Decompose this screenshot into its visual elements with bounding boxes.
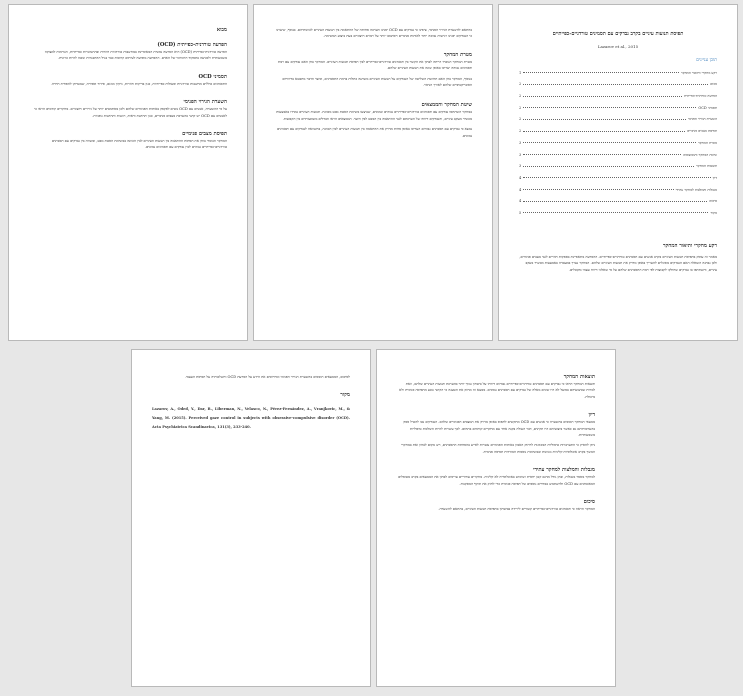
toc-entry-page: 2 [519,117,522,122]
toc-entry-page: 4 [519,187,522,192]
page-3-content [519,31,717,273]
heading-summary: סיכום [583,499,595,506]
toc-leader-dots [523,166,694,167]
toc-entry-label: דיון [712,175,717,180]
toc-entry-label: הפרעה טורדנית-כפייתית [683,94,717,99]
toc-entry[interactable] [519,180,717,192]
toc-leader-dots [523,96,682,97]
paragraph: התסמינים כוללים מחשבות טורדניות ופעולות כפייתיות, כגון בדיקות חוזרות, ניקיון מוגזם, סידור וספירה, שמטרתן להפחית חרדה. [50,81,227,86]
toc-leader-dots [523,201,707,202]
paragraph: מאמר זה עוסק בתפיסת תנועות העיניים בקרב אנשים עם תסמינים טורדניים-כפייתיים. ההפרעה מתאפיינת בספקות חוזרים לגבי מצבים פנימיים, ולכן נבחנה השאלה האם הנבדקים מסוגלים להעריך באופן מדויק את תנועות העיניים שלהם. המחקר נערך במעבדה באמצעות מכשיר מעקב עיניים, והשתתפו בו נבדקים שחולקו לקבוצות לפי רמת התסמינים שלהם על פי שאלוני דיווח עצמי מקובלים. [519,254,717,272]
paragraph: במחקר השתתפו נבדקים עם תסמינים טורדניים-כפייתיים גבוהים ונמוכים, שביצעו משימת הסטת מבט מכוונת. תנועות העיניים נמדדו באמצעות מכשיר מעקב עיניים, והנבדקים דיווחו על הערכתם לגבי ההתאמה בין המבט לבין היעד. הממצאים הראו הבדלים משמעותיים בין הקבוצות. [276,110,472,121]
toc-entry-label: תוצאות המחקר [696,164,717,169]
paragraph: ניתן להסיק כי התערבויות טיפוליות המכוונות לחיזוק האמון באותות הפנימיים עשויות לסייע בהפחתת התסמינים, ויש מקום לבחון זאת במחקרי המשך בקרב אוכלוסיות קליניות מגוונות ובמשימות נוספות המודדות תפיסה פנימית. [400,443,595,454]
paragraph: המחקר הראה כי תסמינים טורדניים-כפייתיים קשורים לירידה בביטחון בתפיסת תנועות העיניים, בהתאם להשערה. [438,507,595,512]
heading-hypothesis: השערת הגירוי הפנימי [183,99,227,106]
paragraph: ממצאי המחקר תומכים בהשערה כי אנשים עם OCD מתקשים לתפוס באופן מדויק את המצבים הפנימיים שלהם. הנבדקים נטו להטיל ספק בהערכותיהם גם כאשר ביצועיהם היו תקינים, דבר העולה בקנה אחד עם מחקרים קודמים בתחום. לכך עשויות להיות השלכות טיפוליות משמעותיות. [403,420,595,438]
toc-leader-dots [523,154,681,155]
heading-source: מקור [340,392,350,399]
toc-entry-page: 2 [519,82,522,87]
toc-entry-label: מבוא [710,82,717,87]
toc-entry-label: רקע מחקרי ותיאור המחקר [681,70,717,75]
toc-leader-dots [523,119,686,120]
toc-entry-label: תפיסת מצבים פנימיים [687,129,717,134]
toc-entry[interactable] [519,86,717,98]
paragraph: המחקר הנוכחי בוחן את תפיסת ההתאמה בין תנועות העיניים לבין הכוונה במשימת הסטת מבט, ומשווה בין נבדקים עם תסמינים טורדניים-כפייתיים גבוהים לבין נבדקים עם תסמינים נמוכים. [51,139,227,150]
toc-entry-page: 2 [519,94,522,99]
table-of-contents [519,63,717,215]
paragraph: נמצא כי נבדקים עם תסמינים גבוהים העריכו באופן פחות מדויק את ההתאמה בין תנועות העיניים לבין הכוונה, בהשוואה לנבדקים עם תסמינים נמוכים. [277,127,472,138]
paragraph: למחקר מספר מגבלות, ובהן גודל מדגם קטן יחסית ושימוש באוכלוסייה לא קלינית. מחקרים עתידיים צריכים לבחון את הממצאים בקרב מטופלים המאובחנים עם OCD ולהשתמש במדדים נוספים של תפיסה פנימית כדי לחזק את תוקף המסקנות. [398,475,595,486]
toc-entry[interactable] [519,98,717,110]
heading-background: רקע מחקרי ותיאור המחקר [662,242,717,249]
heading-ocd: הפרעה טורדנית-כפייתית (OCD) [157,42,227,48]
paragraph: בהתאם להשערת הגירוי הפנימי, ציפינו כי נבדקים עם OCD יפגינו הערכה פחותה של ההתאמה בין תנועות העיניים לכוונותיהם. בנוסף, שיערנו כי הנבדקים יפגינו רגישות נמוכה יותר לאותות פנימיים ויסתמכו יותר על רמזים חיצוניים בעת ביצוע המשימה. [276,28,472,39]
toc-entry-label: מטרת המחקר [698,140,717,145]
toc-entry-page: 3 [519,164,522,169]
paragraph: מטרת המחקר הנוכחי הייתה לבחון את הקשר בין תסמינים טורדניים-כפייתיים לבין תפיסת תנועות העיניים. המחקר בחן האם נבדקים עם רמת תסמינים גבוהה יעריכו באופן שונה את תנועות העיניים שלהם. [277,59,472,71]
toc-entry-page: 4 [519,175,522,180]
toc-entry-page: 4 [519,199,522,204]
page-1 [8,4,248,341]
toc-entry-page: 5 [519,210,522,215]
toc-entry-label: מקור [710,210,717,215]
toc-entry[interactable] [519,63,717,75]
toc-leader-dots [523,142,696,143]
heading-method-findings: שיטת המחקר והממצאים [421,102,472,109]
toc-entry[interactable] [519,168,717,180]
heading-results: תוצאות המחקר [563,374,595,380]
toc-entry-label: סיכום [709,199,717,204]
toc-entry-page: 2 [519,129,522,134]
heading-research-goal: מטרת המחקר [443,51,472,58]
toc-entry-label: מגבלות והמלצות למחקר עתידי [675,187,717,192]
paragraph: לסיכום, הממצאים תומכים בהשערת הגירוי הפנימי ומרחיבים את הידע על הפרעת OCD והשלכותיה על תפיסת העצמי. [184,375,350,379]
page-2-content [274,27,472,139]
toc-entry-label: שיטת המחקר והממצאים [683,152,717,157]
heading-discussion: דיון [588,412,595,419]
paragraph: הפרעה טורדנית-כפייתית (OCD) היא הפרעה נפשית המאופיינת במחשבות טורדניות חוזרות ובהתנהגויות כפייתיות, הגורמות למצוקה משמעותית ולפגיעה בתפקוד היומיומי של האדם. ההפרעה מופיעה לעיתים קרובות כבר בגיל ההתבגרות ונוטה להיות כרונית. [44,50,227,61]
page-4 [131,349,371,687]
toc-entry-label: תסמיני OCD [698,105,717,110]
heading-limitations: מגבלות והמלצות למחקר עתידי [533,467,595,474]
toc-entry-page: 2 [519,105,522,110]
heading-intro: מבוא [216,27,227,33]
page-3 [498,4,738,341]
toc-entry[interactable] [519,157,717,169]
toc-entry-page: 3 [519,140,522,145]
toc-entry-page: 1 [519,70,522,75]
heading-internal-states: תפיסת מצבים פנימיים [182,131,227,138]
document-title: תפיסת תנועות עיניים בקרב נבדקים עם תסמינים טורדניים-כפייתיים [552,31,684,37]
page-2 [253,4,493,341]
toc-leader-dots [523,189,673,190]
toc-leader-dots [523,177,710,178]
toc-entry[interactable] [519,133,717,145]
toc-entry[interactable] [519,110,717,122]
reference-entry: Lazarov, A., Oded, Y., Dar, R., Liberman, N., Velasco, N., Pérez-Fernández, A., Vranjkovic, M., & Yang, M. (2015). Perceived gaze control in subjects with obsessive-compulsive disorder (OCD). Acta Psychiatrica Scandinavica, 131(3), 233-240. [152,407,350,430]
toc-entry[interactable] [519,145,717,157]
toc-entry[interactable] [519,192,717,204]
toc-entry-page: 3 [519,152,522,157]
toc-leader-dots [523,107,696,108]
toc-entry-label: השערת הגירוי הפנימי [687,117,717,122]
heading-symptoms: תסמיני OCD [198,73,227,80]
paragraph: תוצאות המחקר הראו כי נבדקים עם תסמינים טורדניים-כפייתיים גבוהים דיווחו על ביטחון נמוך יותר בהערכת תנועות העיניים שלהם, וזאת למרות שביצועיהם בפועל לא היו שונים מאלה של נבדקים עם תסמינים נמוכים. ממצא זה מחזק את הטענה כי הקושי נובע מתפיסה פנימית ולא מיכולת. [399,382,595,399]
toc-entry[interactable] [519,121,717,133]
document-author: Lazarov et al., 2015 [597,44,639,49]
paragraph: על פי ההשערה, אנשים עם OCD נוטים לפקפק באותות הפנימיים שלהם ולכן מסתמכים יותר על גירויים חיצוניים. מחקרים קודמים הראו כי לאנשים עם OCD יש קושי בהערכת מצבים פנימיים, כגון תחושת ודאות, רגשות ותחושות גופניות. [34,107,227,118]
toc-leader-dots [523,72,679,73]
toc-entry[interactable] [519,203,717,215]
toc-leader-dots [523,131,685,132]
page-5-content [397,374,595,512]
toc-leader-dots [523,84,708,85]
toc-heading: תוכן עניינים [696,58,717,63]
toc-entry[interactable] [519,75,717,87]
page-5 [376,349,616,687]
toc-leader-dots [523,212,708,213]
page-1-content [29,27,227,151]
paragraph: בנוסף, המחקר בחן האם תחושת השליטה של הנבדקים על תנועות העיניים משתנה כתלות ברמת התסמינים, וכיצד הדבר מתבטא בדיווחים הסובייקטיביים שלהם לאורך הניסוי. [282,76,472,88]
page-4-content [152,374,350,432]
